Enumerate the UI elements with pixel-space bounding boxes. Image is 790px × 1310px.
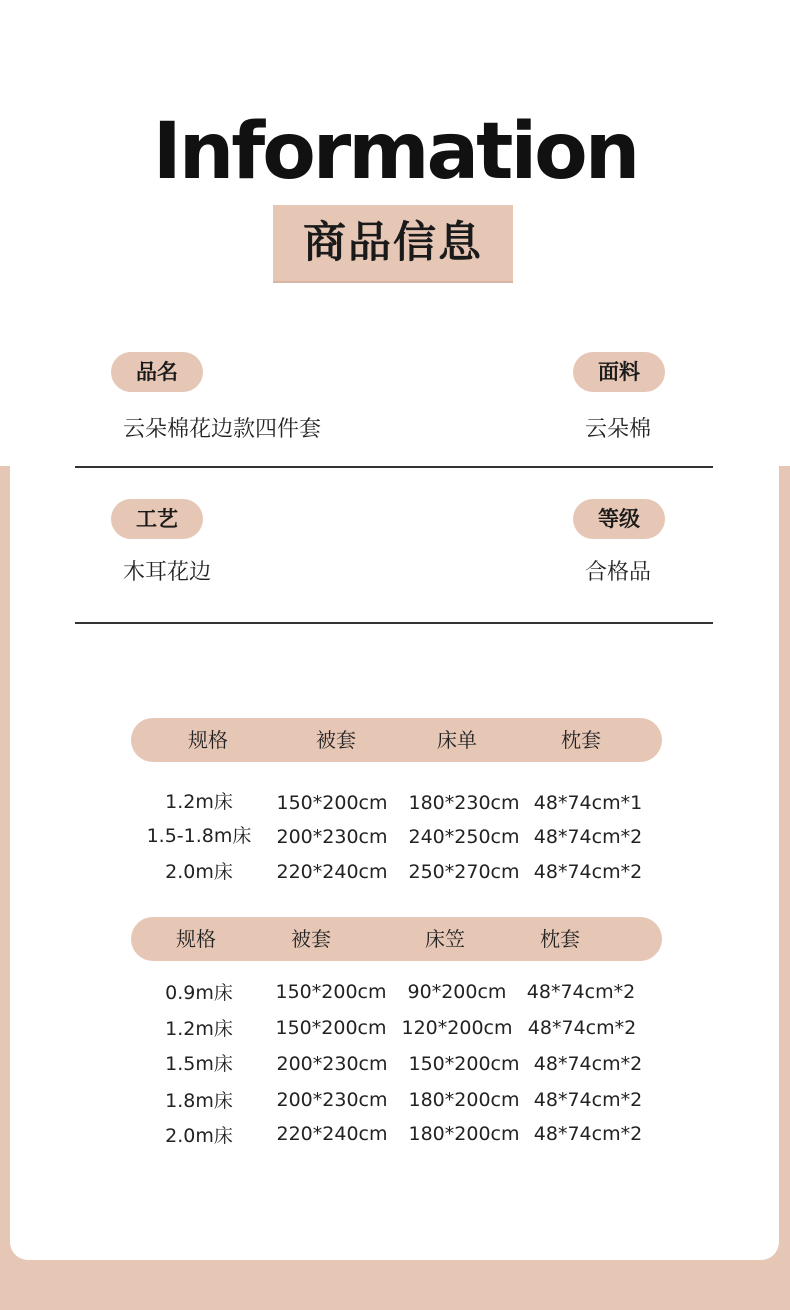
- table-cell: 1.5-1.8m床: [146, 825, 252, 847]
- table-cell: 48*74cm*2: [533, 826, 643, 848]
- table-cell: 48*74cm*2: [526, 981, 636, 1003]
- subtitle-box: [273, 205, 513, 283]
- table2-header: [131, 917, 662, 961]
- craft-value: 木耳花边: [123, 560, 212, 585]
- table-cell: 250*270cm: [408, 861, 520, 883]
- table-cell: 2.0m床: [165, 861, 233, 883]
- table-cell: 150*200cm: [276, 792, 388, 814]
- page-subtitle: 商品信息: [303, 218, 483, 268]
- table2-header-cell: 枕套: [540, 927, 580, 951]
- table-cell: 48*74cm*2: [533, 1089, 643, 1111]
- table1-header-cell: 床单: [437, 728, 477, 752]
- table-cell: 48*74cm*2: [533, 1123, 643, 1145]
- table-cell: 180*200cm: [408, 1089, 520, 1111]
- table-cell: 180*200cm: [408, 1123, 520, 1145]
- table-cell: 220*240cm: [276, 1123, 388, 1145]
- product-name-value: 云朵棉花边款四件套: [123, 417, 322, 442]
- table-cell: 150*200cm: [275, 1017, 387, 1039]
- table-cell: 1.2m床: [165, 1018, 233, 1040]
- table2-header-cell: 床笠: [425, 927, 465, 951]
- divider: [75, 622, 713, 624]
- table-cell: 180*230cm: [408, 792, 520, 814]
- table-cell: 48*74cm*2: [527, 1017, 637, 1039]
- table-cell: 150*200cm: [275, 981, 387, 1003]
- divider: [75, 466, 713, 468]
- table-cell: 200*230cm: [276, 826, 388, 848]
- grade-label: 等级: [573, 499, 665, 539]
- fabric-value: 云朵棉: [585, 417, 652, 442]
- table-cell: 220*240cm: [276, 861, 388, 883]
- table-cell: 1.5m床: [165, 1053, 233, 1075]
- table-cell: 0.9m床: [165, 982, 233, 1004]
- fabric-label: 面料: [573, 352, 665, 392]
- table-cell: 1.2m床: [165, 791, 233, 813]
- table-cell: 2.0m床: [165, 1125, 233, 1147]
- craft-label: 工艺: [111, 499, 203, 539]
- table-cell: 1.8m床: [165, 1090, 233, 1112]
- table-cell: 90*200cm: [407, 981, 507, 1003]
- table-cell: 200*230cm: [276, 1089, 388, 1111]
- table1-header: [131, 718, 662, 762]
- table1-header-cell: 枕套: [561, 728, 601, 752]
- table-cell: 240*250cm: [408, 826, 520, 848]
- table-cell: 48*74cm*2: [533, 861, 643, 883]
- table1-header-cell: 规格: [188, 728, 228, 752]
- table-cell: 150*200cm: [408, 1053, 520, 1075]
- table-cell: 48*74cm*1: [533, 792, 643, 814]
- table1-header-cell: 被套: [316, 728, 356, 752]
- product-name-label: 品名: [111, 352, 203, 392]
- table-cell: 48*74cm*2: [533, 1053, 643, 1075]
- table-cell: 120*200cm: [401, 1017, 513, 1039]
- page-title: Information: [152, 107, 638, 197]
- table2-header-cell: 规格: [176, 927, 216, 951]
- grade-value: 合格品: [585, 560, 652, 585]
- table-cell: 200*230cm: [276, 1053, 388, 1075]
- table2-header-cell: 被套: [291, 927, 331, 951]
